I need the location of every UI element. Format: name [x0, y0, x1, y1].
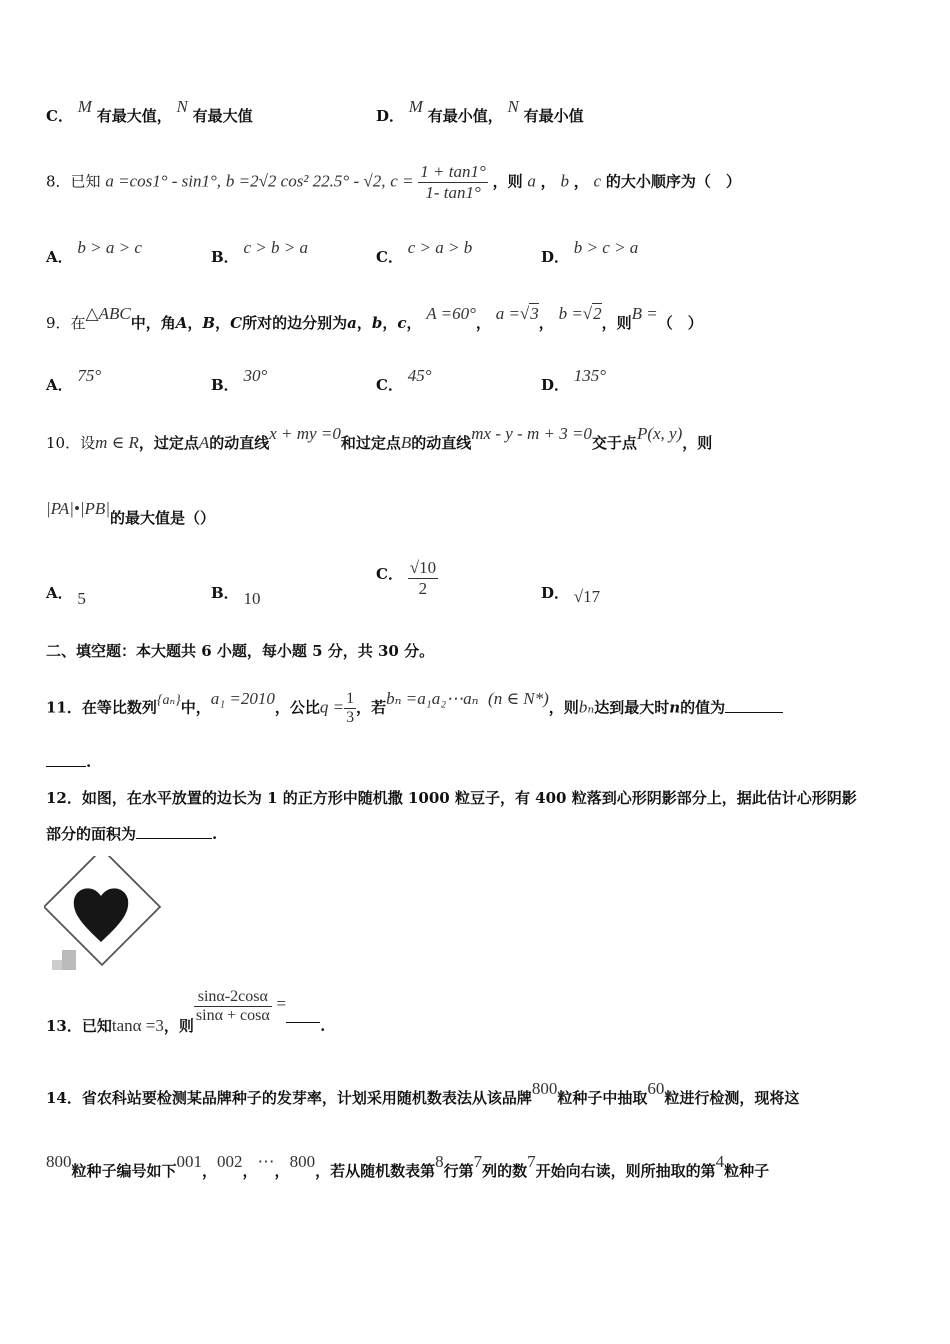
text: ， [475, 314, 491, 332]
math-var: c [593, 171, 602, 191]
angle-b: B [202, 314, 216, 332]
math-var: a [527, 171, 536, 191]
math-expr: a₁ =2010 [210, 688, 275, 708]
angle-a: A [175, 314, 188, 332]
heart-in-square-diagram [44, 856, 164, 976]
option-expr: c > b > a [243, 238, 308, 257]
fraction-denominator: 2 [418, 579, 428, 598]
text: ，过定点 [138, 434, 199, 452]
question-11-line2 [46, 752, 91, 771]
condition: b =√2 [558, 304, 602, 323]
pixel-artifact [52, 960, 62, 970]
fraction-numerator: 1 + tan1° [420, 162, 486, 181]
ask-expr: B = [631, 304, 658, 323]
text: 14．省农科站要检测某品牌种子的发芽率，计划采用随机数表法从该品牌 [46, 1089, 532, 1107]
number: 7 [473, 1152, 483, 1171]
q10-option-a [46, 582, 86, 608]
fraction [418, 162, 488, 203]
q9-option-d [541, 366, 607, 395]
option-letter: B． [211, 584, 239, 602]
question-11 [46, 690, 783, 727]
question-13 [46, 988, 326, 1035]
option-letter: C． [376, 376, 403, 394]
line-equation: x + my =0 [269, 424, 341, 443]
fraction-numerator: sinα-2cosα [194, 988, 272, 1007]
text: ， [187, 314, 203, 332]
text: 部分的面积为 [46, 825, 137, 843]
answer-blank[interactable] [46, 752, 86, 767]
math-var: M [77, 97, 92, 116]
text: 粒种子 [724, 1162, 770, 1180]
math-var: M [408, 97, 423, 116]
answer-blank[interactable] [286, 1008, 320, 1023]
text: ， [573, 172, 589, 191]
q8-option-a [46, 238, 142, 267]
text: 达到最大时 [594, 698, 670, 717]
text: 开始向右读，则所抽取的第 [535, 1162, 716, 1180]
text: ，则 [601, 314, 632, 332]
text: ，则 [492, 172, 523, 191]
number: 60 [647, 1079, 665, 1098]
text: ，则 [548, 698, 579, 717]
point-p: P(x, y) [636, 424, 683, 443]
fraction-numerator: √10 [409, 558, 437, 577]
question-9 [46, 304, 703, 333]
number: 8 [435, 1152, 444, 1171]
option-text: 有最小值， [427, 107, 503, 125]
text: ，则 [682, 434, 713, 452]
option-letter: A． [46, 248, 73, 266]
number: 800 [46, 1152, 72, 1171]
condition: A =60° [426, 304, 476, 323]
text: 中，角 [130, 314, 176, 332]
side-c: c [397, 314, 407, 332]
option-expr: 75° [77, 366, 102, 385]
question-number: 13．已知 [46, 1016, 112, 1035]
point-b: B [400, 433, 412, 452]
ellipsis: ⋯ [257, 1152, 275, 1171]
formula: a =cos1° - sin1°, [105, 171, 222, 191]
option-expr: 45° [407, 366, 432, 385]
fraction [194, 988, 272, 1025]
text: ， [540, 172, 556, 191]
angle-c: C [230, 314, 243, 332]
option-expr: 135° [573, 366, 607, 385]
text: ， [382, 314, 398, 332]
option-letter: D． [541, 248, 570, 266]
q10-option-c [376, 558, 438, 599]
option-expr: 30° [243, 366, 268, 385]
answer-blank[interactable] [725, 698, 783, 713]
text: ，若从随机数表第 [315, 1162, 436, 1180]
option-expr: b > c > a [573, 238, 639, 257]
math-expr: bₙ [578, 697, 595, 717]
side-a: a [347, 314, 357, 332]
question-number: 8．已知 [46, 172, 101, 191]
option-letter: D． [541, 376, 570, 394]
text: ， [274, 1162, 290, 1180]
math-var: N [176, 97, 188, 116]
text: 和过定点 [340, 434, 401, 452]
cond-prefix: a = [495, 304, 520, 323]
question-10-line2 [46, 499, 216, 528]
option-expr: b > a > c [77, 238, 142, 257]
triangle-expr: △ABC [85, 304, 131, 323]
text: 的动直线 [411, 434, 472, 452]
q10-option-d [541, 582, 601, 606]
text: ， [215, 314, 231, 332]
point-a: A [198, 433, 210, 452]
text: 的值为 [680, 698, 726, 717]
fraction-denominator: sinα + cosα [195, 1007, 270, 1024]
text: 交于点 [591, 434, 637, 452]
q7-option-d [376, 97, 584, 126]
sequence: {aₙ} [156, 692, 181, 708]
option-letter: B． [211, 248, 239, 266]
text: ，则 [163, 1016, 194, 1035]
text: ， [538, 314, 554, 332]
math-expr: |PA|•|PB| [46, 499, 110, 518]
question-number: 9．在 [46, 314, 86, 332]
number: 001 [176, 1152, 203, 1171]
answer-blank[interactable] [136, 824, 212, 839]
q9-option-a [46, 366, 102, 395]
math-var: N [507, 97, 519, 116]
q9-option-b [211, 366, 268, 395]
cond-prefix: b = [558, 304, 583, 323]
q8-option-c [376, 238, 473, 267]
text: 行第 [443, 1162, 474, 1180]
option-letter: B． [211, 376, 239, 394]
option-expr: 5 [77, 589, 86, 608]
text: . [212, 825, 218, 843]
question-14-line2 [46, 1152, 770, 1181]
number: 7 [527, 1152, 536, 1171]
heart-figure [44, 856, 164, 976]
option-letter: A． [46, 584, 73, 602]
condition: a =√3 [495, 304, 539, 323]
option-expr: c > a > b [407, 238, 473, 257]
math-expr: tanα =3 [111, 1015, 164, 1035]
option-text: 有最大值， [96, 107, 172, 125]
equals-sign: = [276, 993, 287, 1013]
radicand: 3 [530, 304, 539, 323]
question-12-line2 [46, 823, 217, 844]
math-expr: q = [319, 697, 345, 717]
fraction [344, 690, 356, 727]
fraction [408, 558, 438, 599]
q8-option-d [541, 238, 639, 267]
number: 4 [715, 1152, 725, 1171]
question-number: 11．在等比数列 [46, 698, 157, 717]
text: 粒种子中抽取 [557, 1089, 648, 1107]
option-letter: D． [541, 584, 570, 602]
question-12: 12．如图，在水平放置的边长为 1 的正方形中随机撒 1000 粒豆子，有 400 粒落到心形阴影部分上，据此估计心形阴影 [46, 789, 857, 807]
math-expr: m ∈ R [95, 433, 139, 452]
text: ， [202, 1162, 218, 1180]
question-10 [46, 424, 713, 453]
option-letter: C． [46, 107, 73, 125]
section-heading: 二、填空题：本大题共 6 小题，每小题 5 分，共 30 分。 [46, 642, 435, 660]
number: 800 [531, 1079, 558, 1098]
q9-option-c [376, 366, 432, 395]
radicand: 2 [593, 304, 602, 323]
q8-option-b [211, 238, 308, 267]
option-text: 有最小值 [523, 107, 584, 125]
line-equation: mx - y - m + 3 =0 [471, 424, 592, 443]
text: 中， [180, 698, 211, 717]
text: 的最大值是（） [110, 509, 216, 527]
option-expr: √17 [573, 587, 601, 606]
text: ， [242, 1162, 258, 1180]
text: 的大小顺序为（ ） [605, 172, 741, 191]
q7-option-c [46, 97, 253, 126]
question-14 [46, 1079, 800, 1108]
option-letter: A． [46, 376, 73, 394]
option-letter: D． [376, 107, 405, 125]
math-expr: bₙ =a₁a₂⋯aₙ [386, 688, 479, 708]
formula: b =2√2 cos² 22.5° - √2, [225, 171, 386, 191]
math-expr: (n ∈ N*) [488, 688, 549, 708]
number: 002 [217, 1152, 243, 1171]
number: 800 [289, 1152, 316, 1171]
pixel-artifact [62, 950, 76, 970]
text: 所对的边分别为 [242, 314, 348, 332]
text: 粒进行检测，现将这 [664, 1089, 800, 1107]
q10-option-b [211, 582, 261, 608]
text: 粒种子编号如下 [71, 1162, 177, 1180]
text: ，公比 [274, 698, 320, 717]
option-letter: C． [376, 248, 403, 266]
text: . [320, 1016, 326, 1035]
text: （ ） [657, 314, 703, 332]
fraction-denominator: 1- tan1° [425, 183, 481, 202]
text: . [86, 753, 92, 771]
var-n: n [669, 698, 681, 717]
option-expr: 10 [243, 589, 261, 608]
formula: c = [390, 171, 414, 191]
option-letter: C． [376, 564, 403, 583]
text: 列的数 [482, 1162, 528, 1180]
question-8 [46, 162, 741, 203]
text: ， [406, 314, 422, 332]
fraction-denominator: 3 [346, 709, 355, 726]
question-number: 10．设 [46, 434, 96, 452]
fraction-numerator: 1 [346, 690, 355, 707]
text: 的动直线 [209, 434, 270, 452]
text: ， [356, 314, 372, 332]
math-var: b [560, 171, 569, 191]
text: ，若 [356, 698, 387, 717]
option-text: 有最大值 [192, 107, 253, 125]
side-b: b [371, 314, 383, 332]
